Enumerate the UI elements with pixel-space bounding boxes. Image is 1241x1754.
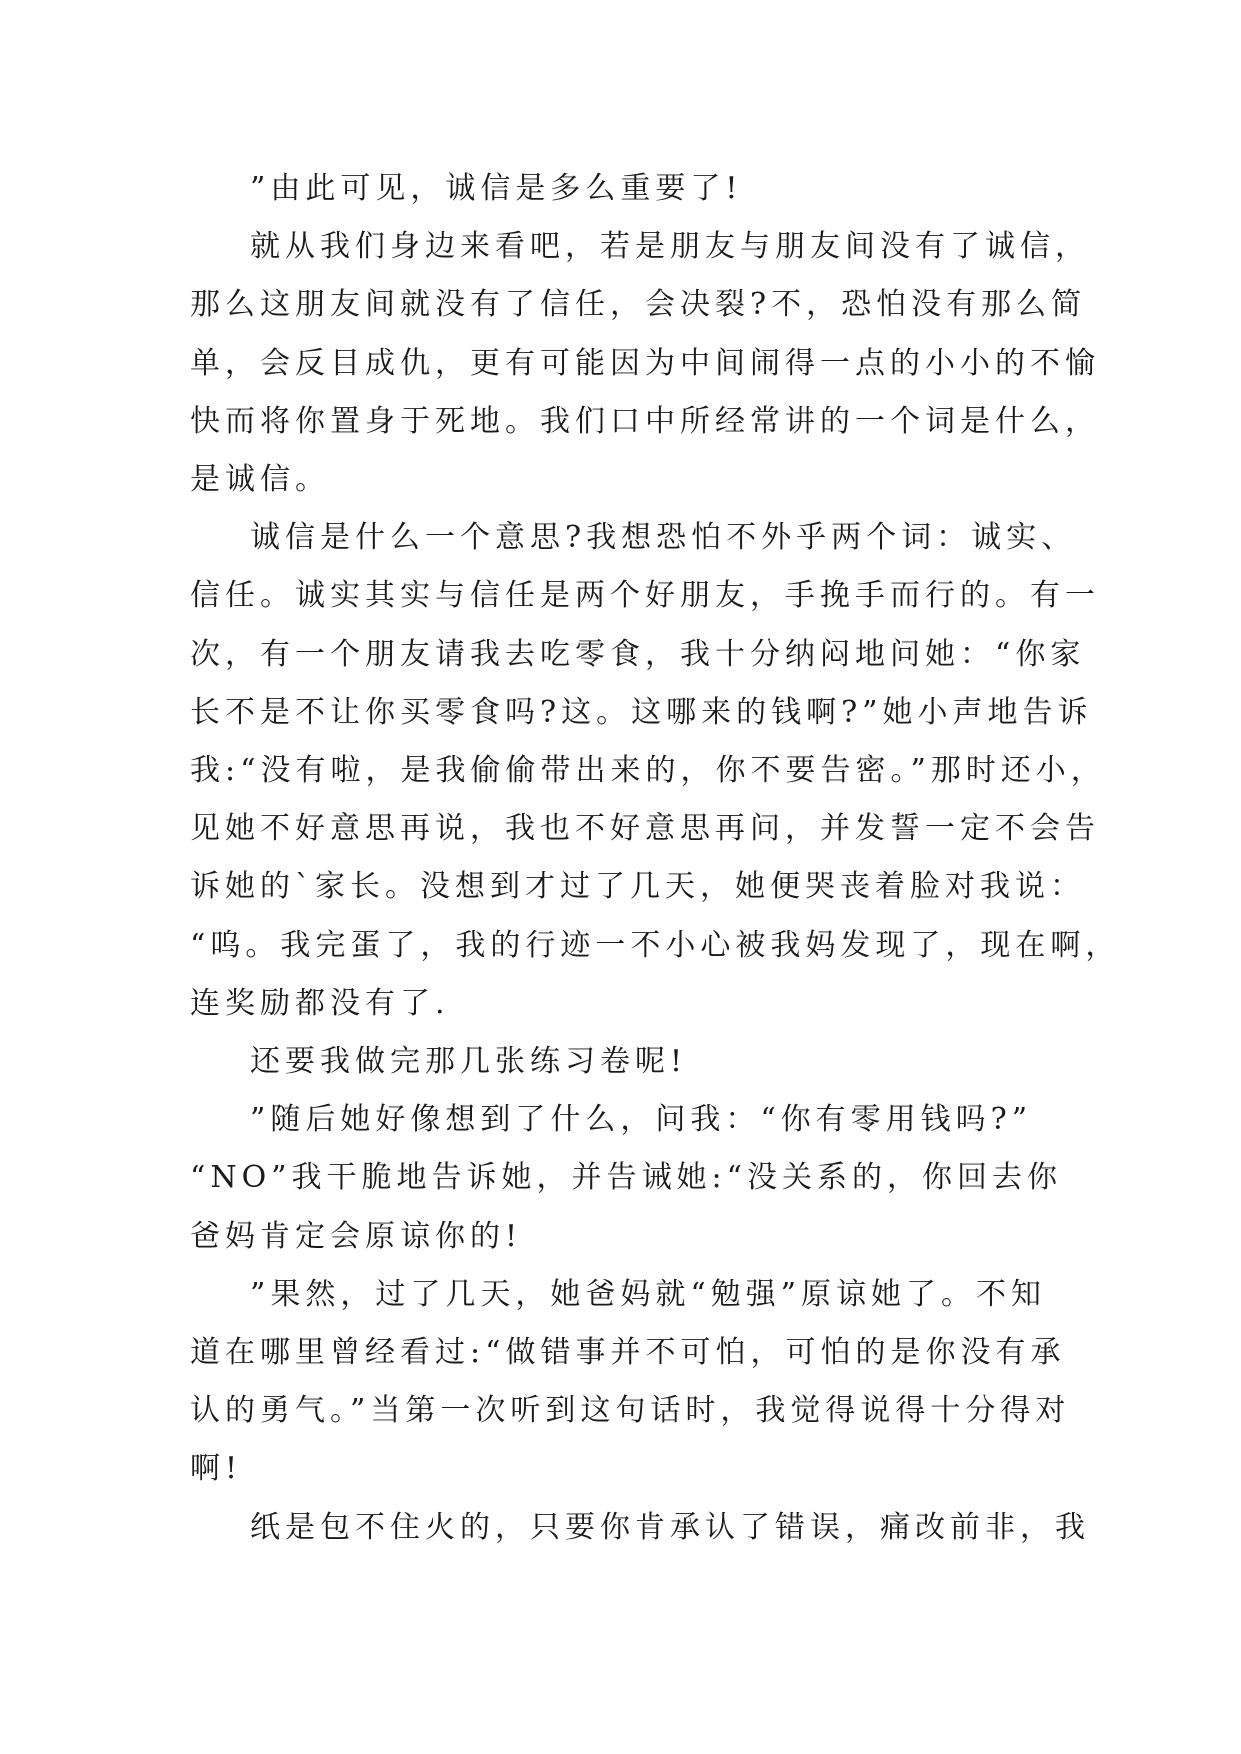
text-line: 快而将你置身于死地。我们口中所经常讲的一个词是什么， xyxy=(190,403,1100,439)
document-body xyxy=(190,160,1121,1557)
paragraph-7 xyxy=(190,1499,1090,1557)
text-line: 长不是不让你买零食吗?这。这哪来的钱啊?”她小声地告诉 xyxy=(190,694,1093,730)
text-line: 单，会反目成仇，更有可能因为中间闹得一点的小小的不愉 xyxy=(190,345,1100,381)
text-line: 诚信是什么一个意思?我想恐怕不外乎两个词：诚实、 xyxy=(250,520,1077,556)
text-line: 我:“没有啦，是我偷偷带出来的，你不要告密。”那时还小， xyxy=(190,753,1106,789)
text-line: 就从我们身边来看吧，若是朋友与朋友间没有了诚信， xyxy=(250,229,1090,265)
text-line: “呜。我完蛋了，我的行迹一不小心被我妈发现了，现在啊， xyxy=(190,927,1121,963)
text-line: ”随后她好像想到了什么，问我：“你有零用钱吗?” xyxy=(250,1102,1033,1138)
text-line: ”果然，过了几天，她爸妈就“勉强”原谅她了。不知 xyxy=(250,1276,1047,1312)
text-line: 那么这朋友间就没有了信任，会决裂?不，恐怕没有那么简 xyxy=(190,287,1087,323)
text-line: 连奖励都没有了. xyxy=(190,985,450,1021)
text-line: 信任。诚实其实与信任是两个好朋友，手挽手而行的。有一 xyxy=(190,578,1100,614)
paragraph-6 xyxy=(190,1266,1071,1499)
text-line: “NO”我干脆地告诉她，并告诫她:“没关系的，你回去你 xyxy=(190,1160,1062,1196)
text-line: 还要我做完那几张练习卷呢! xyxy=(250,1044,688,1080)
paragraph-4 xyxy=(190,1033,1052,1091)
text-line: 认的勇气。”当第一次听到这句话时，我觉得说得十分得对 xyxy=(190,1393,1071,1429)
paragraph-3 xyxy=(190,509,1121,1033)
text-line: ”由此可见，诚信是多么重要了! xyxy=(250,171,743,206)
paragraph-5 xyxy=(190,1091,1062,1266)
paragraph-2 xyxy=(190,218,1100,509)
text-line: 啊! xyxy=(190,1451,243,1487)
text-line: 爸妈肯定会原谅你的! xyxy=(190,1218,523,1254)
text-line: 见她不好意思再说，我也不好意思再问，并发誓一定不会告 xyxy=(190,811,1100,847)
text-line: 诉她的`家长。没想到才过了几天，她便哭丧着脸对我说： xyxy=(190,869,1085,905)
text-line: 是诚信。 xyxy=(190,462,330,498)
text-line: 纸是包不住火的，只要你肯承认了错误，痛改前非，我 xyxy=(250,1509,1090,1545)
text-line: 道在哪里曾经看过:“做错事并不可怕，可怕的是你没有承 xyxy=(190,1335,1066,1371)
text-line: 次，有一个朋友请我去吃零食，我十分纳闷地问她：“你家 xyxy=(190,636,1086,672)
paragraph-1 xyxy=(190,160,1052,218)
